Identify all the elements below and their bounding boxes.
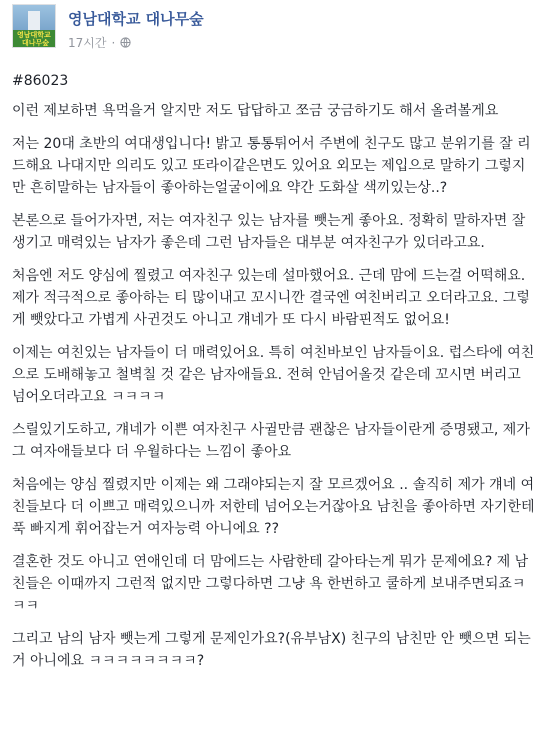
avatar[interactable] bbox=[12, 4, 56, 48]
page-name-link[interactable]: 영남대학교 대나무숲 bbox=[68, 10, 204, 28]
post-header bbox=[12, 0, 538, 60]
avatar-tower bbox=[28, 11, 40, 31]
post-paragraph: 이제는 여친있는 남자들이 더 매력있어요. 특히 여친바보인 남자들이요. 럽스타에 여친으로 도배해놓고 철벽칠 것 같은 남자애들요. 전혀 안넘어올것 같은데 꼬시면 버리고 넘어오더라고요 ㅋㅋㅋㅋ bbox=[12, 345, 535, 405]
post-hashtag[interactable]: #86023 bbox=[12, 73, 69, 89]
avatar-text-2: 대나무숲 bbox=[22, 39, 50, 47]
globe-icon bbox=[120, 37, 131, 48]
post-paragraph: 처음에는 양심 찔렸지만 이제는 왜 그래야되는지 잘 모르겠어요 .. 솔직히 제가 걔네 여친들보다 더 이쁘고 매력있으니까 저한테 넘어오는거잖아요 남친을 좋아하면 자기한테 푹 빠지게 휘어잡는거 여자능력 아니에요 ?? bbox=[12, 477, 535, 537]
post-paragraph: 저는 20대 초반의 여대생입니다! 밝고 통통튀어서 주변에 친구도 많고 분위기를 잘 리드해요 나대지만 의리도 있고 또라이같은면도 있어요 외모는 제입으로 말하기 그렇지만 흔히말하는 남자들이 좋아하는얼굴이에요 약간 도화살 색끼있는상..? bbox=[12, 136, 531, 196]
post-timestamp[interactable]: 17시간 bbox=[68, 36, 107, 50]
meta-separator: · bbox=[111, 35, 116, 50]
post-meta bbox=[68, 34, 131, 51]
post-paragraph: 처음엔 저도 양심에 찔렸고 여자친구 있는데 설마했어요. 근데 맘에 드는걸 어떡해요. 제가 적극적으로 좋아하는 티 많이내고 꼬시니깐 결국엔 여친버리고 오더라고요. 그렇게 뺏았다고 가볍게 사귄것도 아니고 걔네가 또 다시 바람핀적도 없어요! bbox=[12, 268, 530, 328]
post-paragraph: 스릴있기도하고, 걔네가 이쁜 여자친구 사귈만큼 괜찮은 남자들이란게 증명됐고, 제가 그 여자애들보다 더 우월하다는 느낌이 좋아요 bbox=[12, 422, 530, 460]
post-paragraph: 본론으로 들어가자면, 저는 여자친구 있는 남자를 뺏는게 좋아요. 정확히 말하자면 잘생기고 매력있는 남자가 좋은데 그런 남자들은 대부분 여자친구가 있더라고요. bbox=[12, 213, 526, 251]
post-paragraph: 결혼한 것도 아니고 연애인데 더 맘에드는 사람한테 갈아타는게 뭐가 문제에요? 제 남친들은 이때까지 그런적 없지만 그렇다하면 그냥 욕 한번하고 쿨하게 보내주면되죠ㅋㅋㅋ bbox=[12, 554, 529, 614]
avatar-text-1: 영남대학교 bbox=[17, 31, 51, 39]
post-paragraph: 이런 제보하면 욕먹을거 알지만 저도 답답하고 쪼금 궁금하기도 해서 올려볼게요 bbox=[12, 103, 499, 119]
post-body bbox=[12, 70, 536, 683]
post-paragraph: 그리고 남의 남자 뺏는게 그렇게 문제인가요?(유부남X) 친구의 남친만 안 뺏으면 되는거 아니에요 ㅋㅋㅋㅋㅋㅋㅋㅋ? bbox=[12, 631, 531, 669]
